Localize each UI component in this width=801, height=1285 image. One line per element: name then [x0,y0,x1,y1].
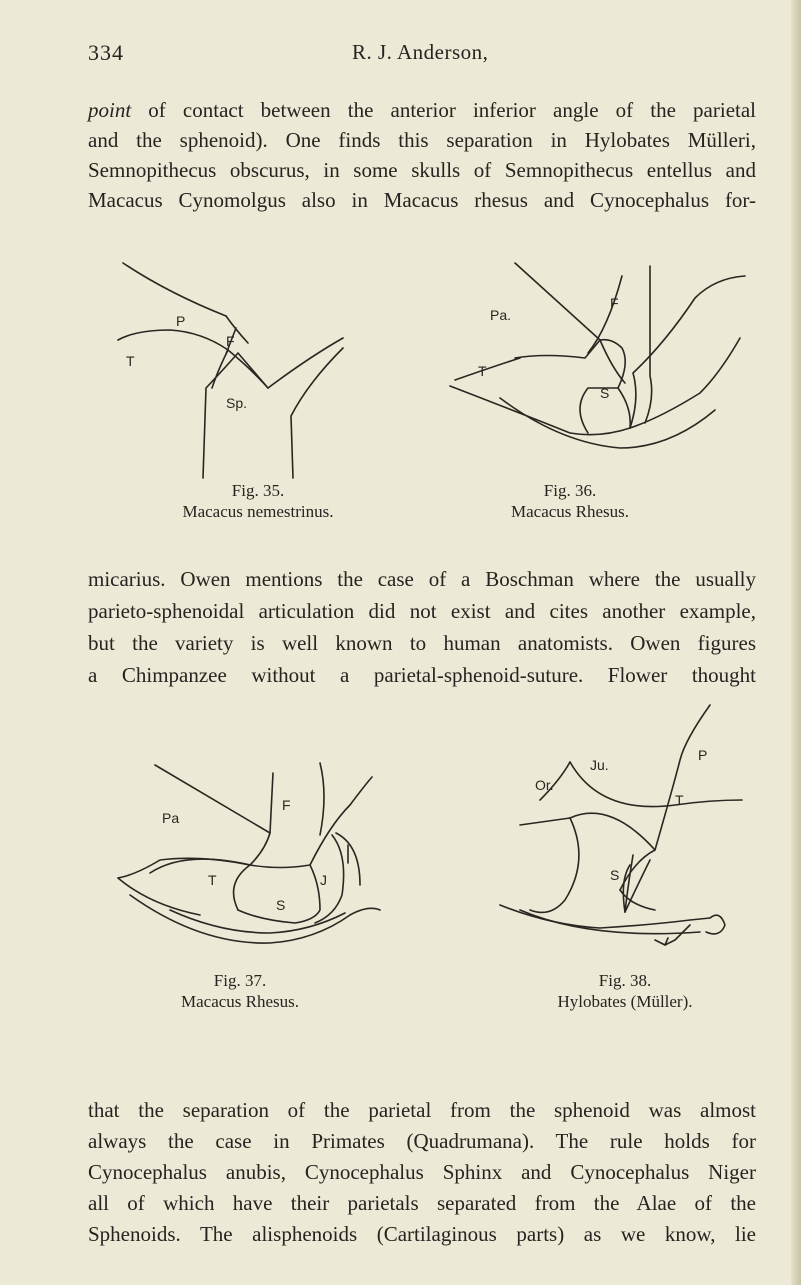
suture-line [455,358,520,380]
text-line: always the case in Primates (Quadrumana). The rule holds for [88,1129,756,1153]
label-s: S [610,867,620,883]
suture-line [291,348,343,478]
suture-line [212,350,228,388]
suture-line [515,340,600,358]
figure-36 [440,258,760,528]
suture-line [118,878,200,915]
label-f: F [282,797,291,813]
figure-species: Macacus Rhesus. [180,992,300,1011]
figure-number: Fig. 35. [231,481,285,500]
paragraph-1 [88,95,756,215]
figure-number: Fig. 38. [598,971,652,990]
suture-line [500,905,710,928]
figure-35 [108,258,368,528]
caption-fig-38 [505,970,745,1012]
suture-line [150,859,250,873]
suture-line [320,763,324,835]
text-line: a Chimpanzee without a parietal-sphenoid-suture. Flower thought [88,663,756,687]
label-t: T [478,363,487,379]
paragraph-3 [88,1095,756,1250]
label-p: P [698,747,708,763]
text-line: Semnopithecus obscurus, in some skulls of Semnopithecus entellus and [88,158,756,182]
suture-line [118,777,372,878]
suture-line [450,338,740,435]
figure-number: Fig. 37. [213,971,267,990]
label-j: J [320,872,327,888]
label-pa: Pa. [490,307,512,323]
label-f: F [610,295,619,311]
label-sp: Sp. [226,395,248,411]
fig-38-drawing [480,700,780,970]
label-p: P [176,313,186,329]
suture-line [620,705,710,890]
figure-species: Hylobates (Müller). [557,992,693,1011]
caption-fig-36 [450,480,690,522]
suture-line [203,353,268,478]
label-ju: Ju. [590,757,609,773]
suture-line [570,813,655,850]
suture-line [655,925,690,945]
paragraph-2 [88,563,756,691]
figure-number: Fig. 36. [543,481,597,500]
figure-38 [480,700,780,1045]
suture-line [238,865,320,923]
label-s: S [276,897,286,913]
suture-line [645,266,652,423]
text-line: Cynocephalus anubis, Cynocephalus Sphinx and Cynocephalus Niger [88,1160,756,1184]
text-line: but the variety is well known to human anatomists. Owen figures [88,631,756,655]
figure-species: Macacus Rhesus. [510,502,630,521]
page-number: 334 [88,40,124,65]
caption-fig-35 [138,480,378,522]
page-edge [791,0,801,1285]
suture-line [515,263,600,340]
text-line: all of which have their parietals separated from the Alae of the [88,1191,756,1215]
label-t: T [675,792,684,808]
text-span: of contact between the anterior inferior angle of the parietal [131,98,756,122]
text-line: that the separation of the parietal from the sphenoid was almost [88,1098,756,1122]
suture-line [500,398,715,448]
label-f: F [226,333,235,349]
figure-species: Macacus nemestrinus. [182,502,334,521]
fig-37-drawing [110,745,390,965]
italic-lead-word: point [88,98,132,122]
text-line: micarius. Owen mentions the case of a Boschman where the usually [88,567,756,591]
label-s: S [600,385,610,401]
suture-line [588,276,622,353]
running-title: R. J. Anderson, [352,40,489,64]
suture-line [234,865,250,910]
text-line: parieto-sphenoidal articulation did not exist and cites another example, [88,599,756,623]
suture-line [123,263,226,316]
suture-line [130,895,380,943]
suture-line [520,818,570,825]
suture-line [118,330,268,388]
text-line: and the sphenoid). One finds this separation in Hylobates Mülleri, [88,128,756,152]
suture-line [268,338,343,388]
figure-37 [110,745,390,1045]
text-line: Sphenoids. The alisphenoids (Cartilaginous parts) as we know, lie [88,1222,756,1246]
label-pa: Pa [162,810,180,826]
suture-line [270,773,273,833]
label-t: T [208,872,217,888]
running-head [0,40,801,70]
suture-line [530,818,579,912]
suture-line [630,276,745,428]
label-t: T [126,353,135,369]
text-line: Macacus Cynomolgus also in Macacus rhesus and Cynocephalus for- [88,188,756,212]
text-line [88,95,756,125]
label-or: Or. [535,777,554,793]
caption-fig-37 [120,970,360,1012]
